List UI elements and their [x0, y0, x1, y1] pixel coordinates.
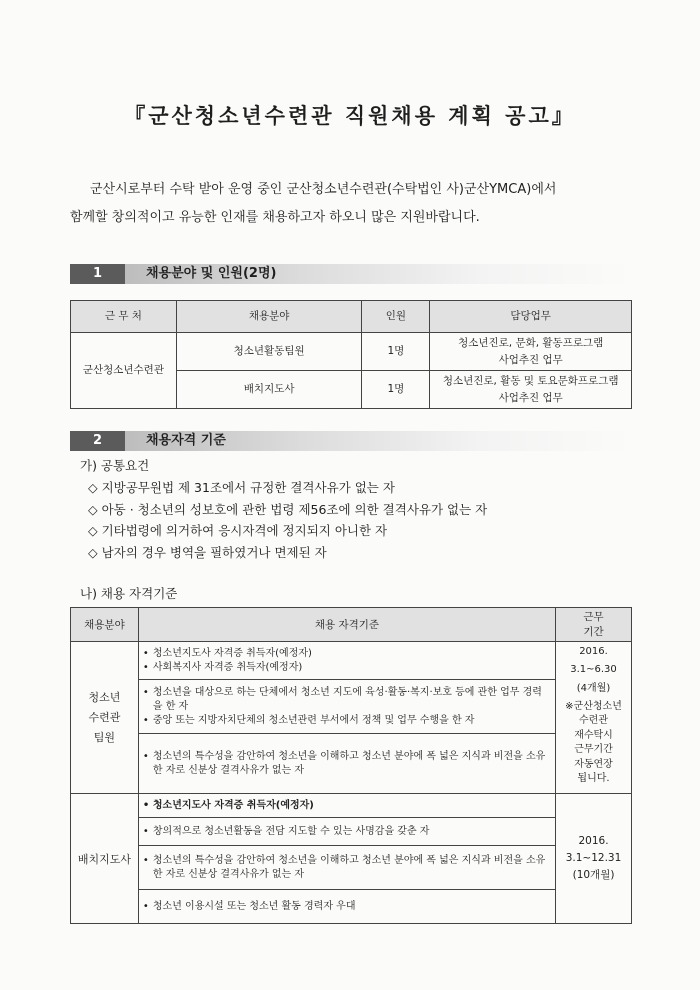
section-title: 채용분야 및 인원(2명) [146, 266, 277, 281]
criteria-cell: • 청소년의 특수성을 감안하여 청소년을 이해하고 청소년 분야에 폭 넓은 지식과 비전을 소유한 자로 신분상 결격사유가 없는 자 [138, 846, 555, 890]
section-number: 2 [70, 431, 125, 451]
count-cell: 1명 [362, 371, 430, 409]
qualification-table [70, 607, 632, 924]
field-cell: 청소년활동팀원 [176, 333, 362, 371]
table-row [71, 642, 632, 680]
subheading-criteria: 나) 채용 자격기준 [80, 586, 178, 601]
header-duty: 담당업무 [430, 301, 632, 333]
field-cell: 배치지도사 [71, 794, 139, 924]
table-row [71, 680, 632, 734]
period-cell: 2016. 3.1~12.31 (10개월) [556, 794, 632, 924]
header-field: 채용분야 [176, 301, 362, 333]
table-row [71, 818, 632, 846]
criteria-cell: • 청소년 이용시설 또는 청소년 활동 경력자 우대 [138, 890, 555, 924]
criteria-cell: • 청소년지도사 자격증 취득자(예정자) • 사회복지사 자격증 취득자(예정자) [138, 642, 555, 680]
workplace-cell: 군산청소년수련관 [71, 333, 177, 409]
criteria-cell: • 창의적으로 청소년활동을 전담 지도할 수 있는 사명감을 갖춘 자 [138, 818, 555, 846]
section-2-header [70, 431, 632, 451]
intro-line-2: 함께할 창의적이고 유능한 인재를 채용하고자 하오니 많은 지원바랍니다. [70, 210, 480, 225]
table-row [71, 890, 632, 924]
section-title: 채용자격 기준 [146, 433, 226, 448]
criteria-cell: • 청소년을 대상으로 하는 단체에서 청소년 지도에 육성·활동·복지·보호 등에 관한 업무 경력을 한 자 • 중앙 또는 지방자치단체의 청소년관련 부서에서 정책 및 업무 수행을 한 자 [138, 680, 555, 734]
field-cell: 배치지도사 [176, 371, 362, 409]
table-row [71, 333, 632, 371]
subheading-common: 가) 공통요건 [80, 458, 150, 473]
header-count: 인원 [362, 301, 430, 333]
field-cell: 청소년 수련관 팀원 [71, 642, 139, 794]
common-condition: ◇ 아동 · 청소년의 성보호에 관한 법령 제56조에 의한 결격사유가 없는 자 [88, 502, 488, 517]
section-1-header [70, 264, 632, 284]
criteria-cell: • 청소년지도사 자격증 취득자(예정자) [138, 794, 555, 818]
criteria-cell: • 청소년의 특수성을 감안하여 청소년을 이해하고 청소년 분야에 폭 넓은 지식과 비전을 소유한 자로 신분상 결격사유가 없는 자 [138, 734, 555, 794]
header-workplace: 근 무 처 [71, 301, 177, 333]
common-condition: ◇ 지방공무원법 제 31조에서 규정한 결격사유가 없는 자 [88, 480, 395, 495]
common-condition: ◇ 남자의 경우 병역을 필하였거나 면제된 자 [88, 545, 327, 560]
table-row [71, 846, 632, 890]
table-row [71, 794, 632, 818]
recruitment-table [70, 300, 632, 409]
page-title: 『군산청소년수련관 직원채용 계획 공고』 [124, 104, 576, 128]
common-condition: ◇ 기타법령에 의거하여 응시자격에 정지되지 아니한 자 [88, 523, 388, 538]
count-cell: 1명 [362, 333, 430, 371]
table-row [71, 734, 632, 794]
intro-line-1: 군산시로부터 수탁 받아 운영 중인 군산청소년수련관(수탁법인 사)군산YMCA)에서 [90, 182, 557, 197]
section-number: 1 [70, 264, 125, 284]
header-period: 근무 기간 [556, 608, 632, 642]
duty-cell: 청소년진로, 문화, 활동프로그램 사업추진 업무 [430, 333, 632, 371]
header-criteria: 채용 자격기준 [138, 608, 555, 642]
duty-cell: 청소년진로, 활동 및 토요문화프로그램 사업추진 업무 [430, 371, 632, 409]
period-cell: 2016. 3.1~6.30 (4개월) ※군산청소년 수련관 재수탁시 근무기간 자동연장 됩니다. [556, 642, 632, 794]
header-field: 채용분야 [71, 608, 139, 642]
